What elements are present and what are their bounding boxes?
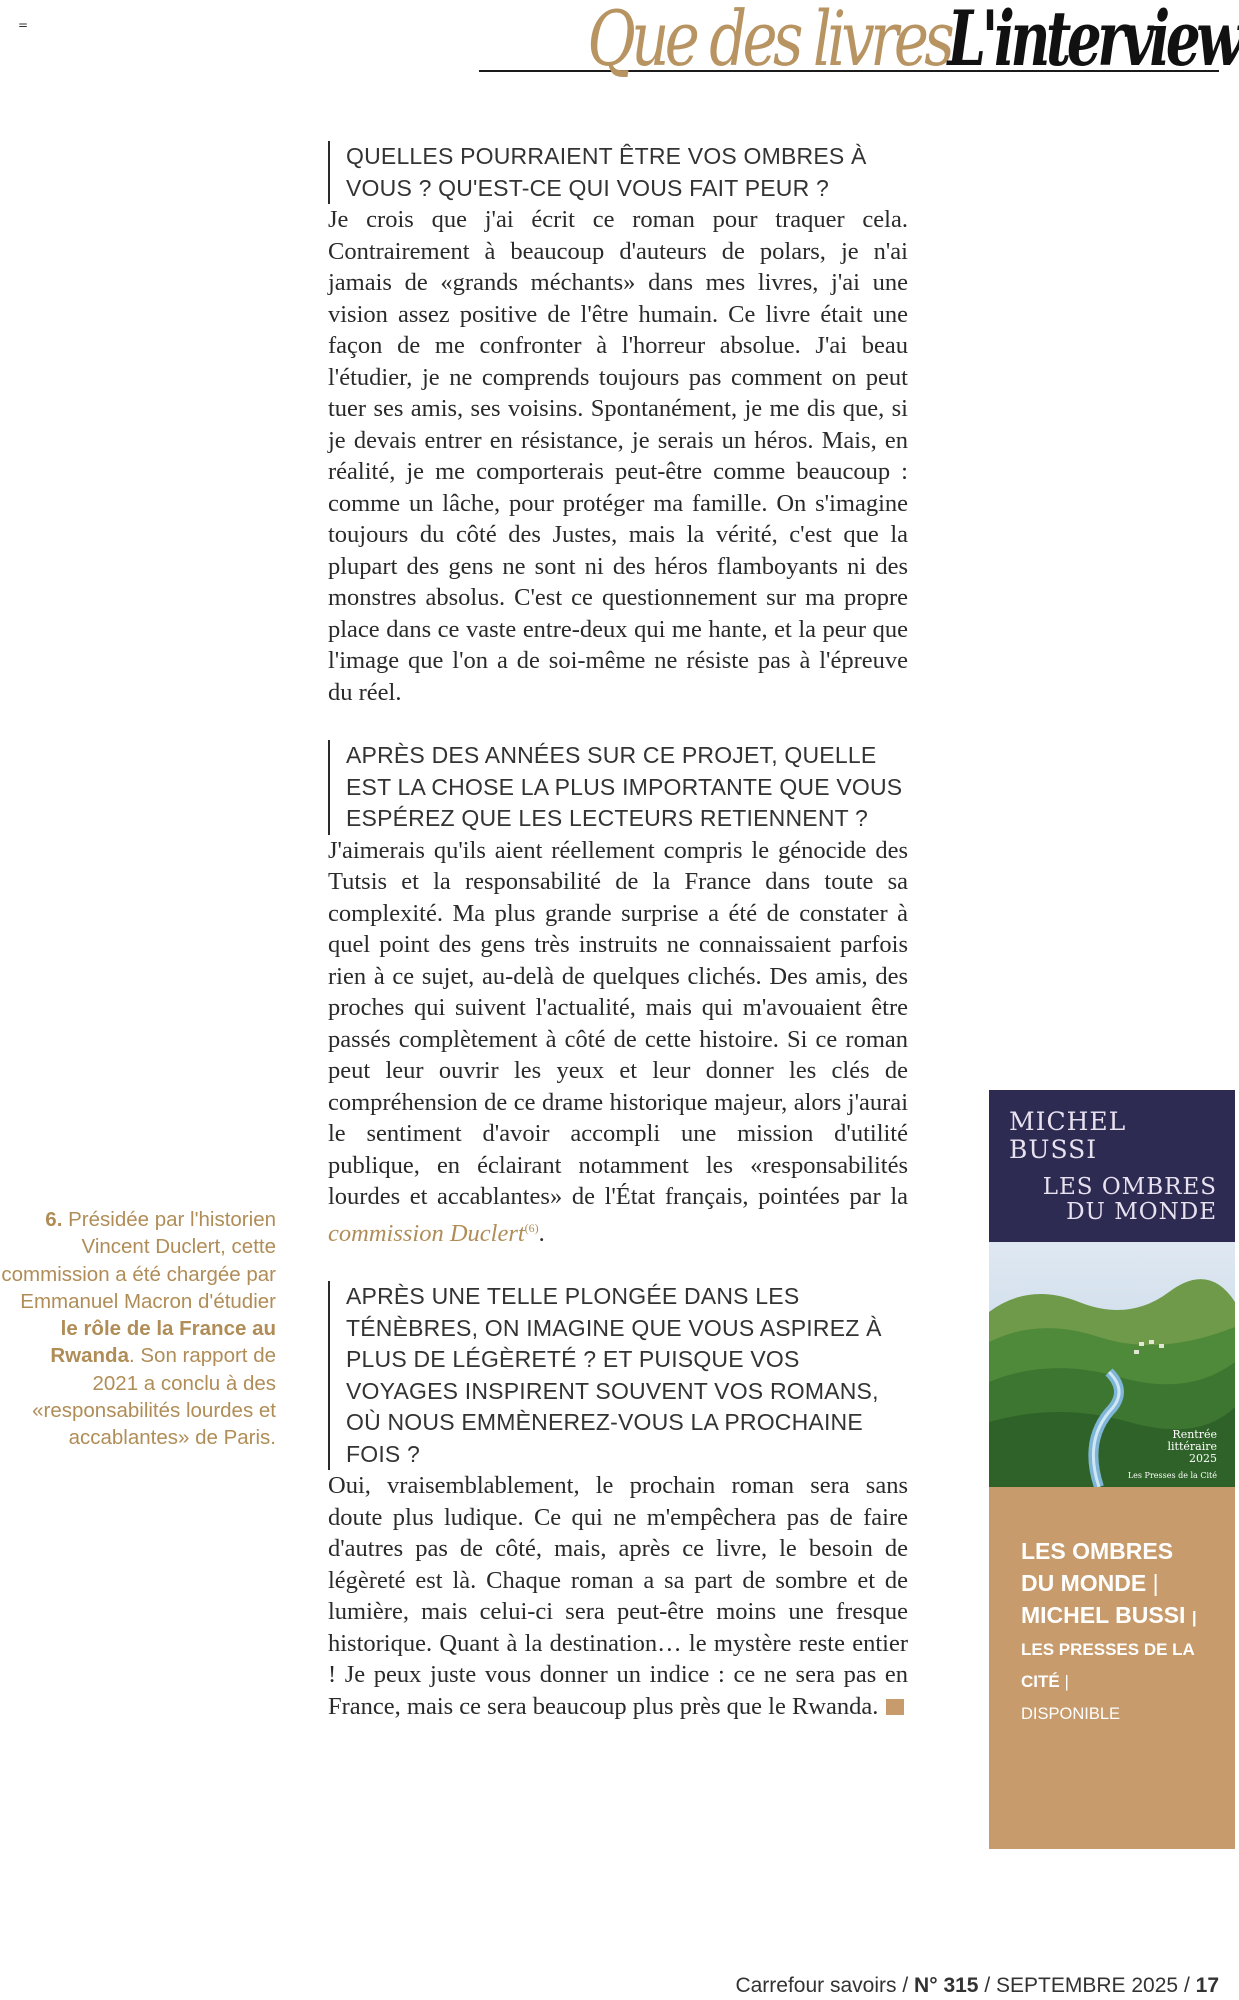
- end-mark-icon: [886, 1699, 904, 1715]
- answer: [328, 1470, 908, 1722]
- cover-series: Rentrée: [1172, 1428, 1217, 1441]
- answer: Je crois que j'ai écrit ce roman pour traquer cela. Contrairement à beaucoup d'auteurs de polars, je n'ai jamais de «grands méchants» dans mes livres, j'ai une vision assez positive de l'être humain. Ce livre était une façon de me confronter à l'horreur absolue. J'ai beau l'étudier, je ne comprends toujours pas comment on peut tuer ses amis, ses voisins. Spontanément, je me dis que, si je devais entrer en résistance, je serais un héros. Mais, en réalité, je me comporterais peut-être comme beaucoup : comme un lâche, pour protéger ma famille. On s'imagine toujours du côté des Justes, mais la vérité, c'est que la plupart des gens ne sont ni des héros flamboyants ni des monstres absolus. C'est ce questionnement sur ma propre place dans ce vaste entre-deux qui me hante, et la peur que l'image que l'on a de soi-même ne résiste pas à l'épreuve du réel.: [328, 206, 908, 706]
- section-title: Que des livres: [587, 0, 950, 83]
- corner-mark: =: [18, 18, 29, 32]
- cover-series: littéraire: [1167, 1440, 1217, 1453]
- header-title: [485, 0, 1239, 83]
- cover-publisher: Les Presses de la Cité: [1127, 1471, 1217, 1480]
- book-title: [1021, 1535, 1205, 1599]
- footnote-link[interactable]: commission Duclert: [328, 1219, 525, 1247]
- answer-text: J'aimerais qu'ils aient réellement compris le génocide des Tutsis et la responsabilité de la France dans toute sa complexité. Ma plus grande surprise a été de constater à quel point des gens très instruits ne connaissaient parfois rien à ce sujet, au-delà de quelques clichés. Des amis, des proches qui suivent l'actualité, mais qui m'avouaient être passés complètement à côté de cette histoire. Si ce roman peut leur ouvrir les yeux et leur donner les clés de compréhension de ce drame historique majeur, alors j'aurai le sentiment d'avoir accompli une mission d'utilité publique, en éclairant notamment les «responsabilités lourdes et accablantes» de l'État français, pointées par la: [328, 836, 908, 1210]
- qa-block: [328, 141, 908, 708]
- separator: |: [1152, 1570, 1159, 1596]
- footer-separator: /: [1183, 1974, 1190, 1997]
- answer-text: Oui, vraisemblablement, le prochain roman sera sans doute plus ludique. Ce qui ne m'empêchera pas de faire d'autres pas de côté, mais, après ce livre, le besoin de légèreté est là. Chaque roman a sa part de sombre et de lumière, mais celui-ci sera peut-être moins une fresque historique. Quant à la destination… le mystère reste entier ! Je peux juste vous donner un indice : ce ne sera pas en France, mais ce sera beaucoup plus près que le Rwanda.: [328, 1472, 908, 1720]
- answer: [328, 835, 908, 1250]
- magazine-name: Carrefour savoirs: [735, 1974, 897, 1997]
- footnote-number: 6.: [45, 1208, 63, 1231]
- footnote-ref: (6): [524, 1220, 539, 1235]
- cover-author-line: BUSSI: [1009, 1135, 1098, 1164]
- separator: |: [1064, 1672, 1069, 1691]
- footer-separator: /: [984, 1974, 991, 1997]
- question: APRÈS DES ANNÉES SUR CE PROJET, QUELLE EST LA CHOSE LA PLUS IMPORTANTE QUE VOUS ESPÉREZ QUE LES LECTEURS RETIENNENT ?: [328, 740, 908, 835]
- cover-title-line: DU MONDE: [1066, 1199, 1217, 1225]
- book-status: DISPONIBLE: [1021, 1705, 1121, 1723]
- footnote-highlight: le rôle de la France au Rwanda: [50, 1317, 276, 1368]
- cover-title-line: LES OMBRES: [1042, 1174, 1217, 1200]
- question: QUELLES POURRAIENT ÊTRE VOS OMBRES À VOUS ? QU'EST-CE QUI VOUS FAIT PEUR ?: [328, 141, 908, 204]
- issue-date: SEPTEMBRE 2025: [996, 1974, 1179, 1997]
- book-title-text: LES OMBRES DU MONDE: [1021, 1538, 1174, 1596]
- book-author: [1021, 1599, 1205, 1634]
- page-header: [479, 0, 1239, 95]
- footnote: [0, 1206, 276, 1452]
- answer-end: .: [538, 1219, 545, 1247]
- cover-title: [1043, 1175, 1217, 1225]
- book-publisher: [1021, 1634, 1205, 1698]
- issue-number: N° 315: [914, 1974, 979, 1997]
- book-publisher-text: LES PRESSES DE LA CITÉ: [1021, 1640, 1195, 1691]
- qa-block: [328, 1281, 908, 1722]
- cover-author: [1009, 1108, 1126, 1164]
- cover-illustration: [989, 1242, 1235, 1487]
- page-number: 17: [1195, 1974, 1219, 1997]
- question: APRÈS UNE TELLE PLONGÉE DANS LES TÉNÈBRES, ON IMAGINE QUE VOUS ASPIREZ À PLUS DE LÉGÈRETÉ ? ET PUISQUE VOS VOYAGES INSPIRENT SOUVENT VOS ROMANS, OÙ NOUS EMMÈNEREZ-VOUS LA PROCHAINE FOIS ?: [328, 1281, 908, 1470]
- page-footer: [735, 1974, 1219, 1998]
- book-info: [989, 1487, 1235, 1849]
- cover-series-year: 2025: [1189, 1452, 1217, 1465]
- separator: |: [1191, 1608, 1197, 1627]
- cover-author-line: MICHEL: [1009, 1107, 1127, 1136]
- book-author-text: MICHEL BUSSI: [1021, 1602, 1186, 1628]
- rubric-title: L'interview: [947, 0, 1239, 83]
- qa-block: [328, 740, 908, 1249]
- footer-separator: /: [902, 1974, 909, 1997]
- footnote-text-end: . Son rapport de 2021 a conclu à des «responsabilités lourdes et accablantes» de Paris.: [32, 1344, 276, 1450]
- book-cover: [989, 1090, 1235, 1487]
- footnote-text: Présidée par l'historien Vincent Duclert, cette commission a été chargée par Emmanuel Macron d'étudier: [1, 1208, 276, 1313]
- article-body: [328, 141, 908, 1754]
